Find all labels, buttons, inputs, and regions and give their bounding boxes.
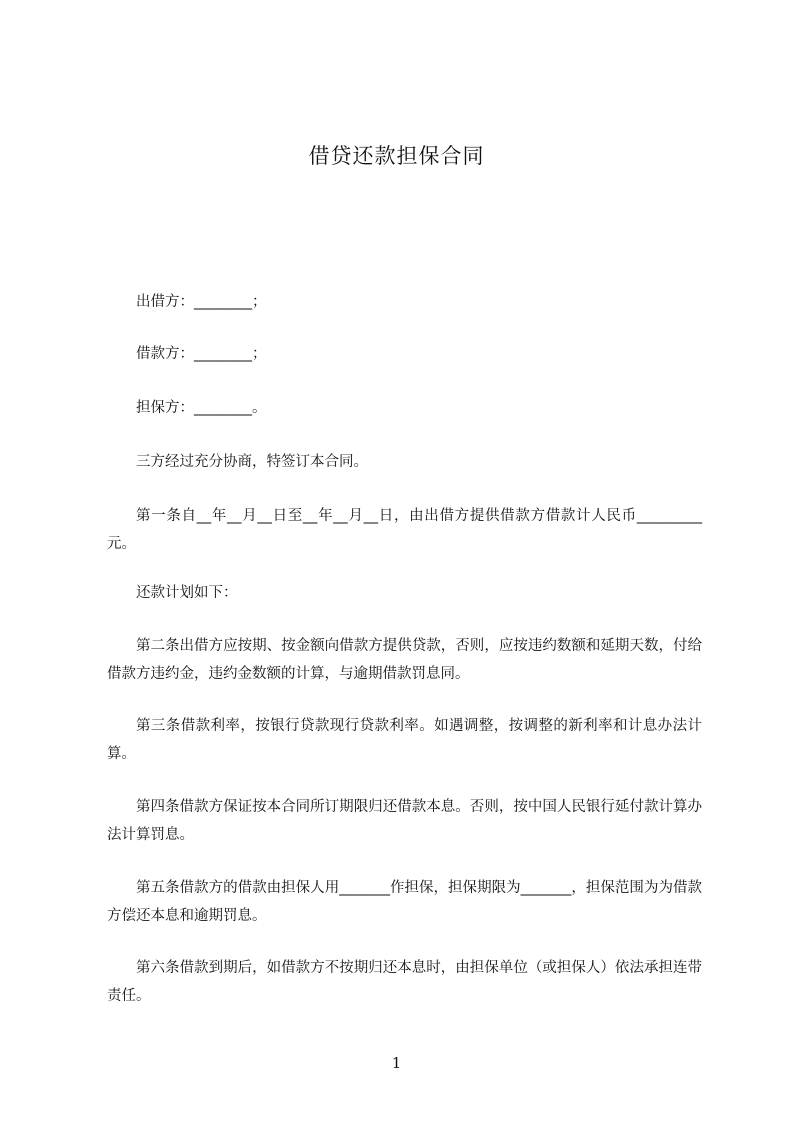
- guarantor-line: 担保方：________。: [136, 400, 267, 416]
- lender-line: 出借方：________；: [136, 294, 267, 310]
- preamble-paragraph: 三方经过充分协商，特签订本合同。: [136, 454, 368, 470]
- article-5-paragraph: 第五条借款方的借款由担保人用_______作担保，担保期限为_______，担保范围为为借款方偿还本息和逾期罚息。: [107, 880, 702, 924]
- article-2-paragraph: 第二条出借方应按期、按金额向借款方提供贷款，否则，应按违约数额和延期天数，付给借款方违约金，违约金数额的计算，与逾期借款罚息同。: [107, 638, 702, 682]
- article-4-paragraph: 第四条借款方保证按本合同所订期限归还借款本息。否则，按中国人民银行延付款计算办法计算罚息。: [107, 799, 702, 843]
- article-6-paragraph: 第六条借款到期后，如借款方不按期归还本息时，由担保单位（或担保人）依法承担连带责任。: [107, 960, 702, 1004]
- document-title: 借贷还款担保合同: [308, 144, 485, 168]
- article-3-paragraph: 第三条借款利率，按银行贷款现行贷款利率。如遇调整，按调整的新利率和计息办法计算。: [107, 718, 702, 762]
- page-number: 1: [391, 1054, 402, 1072]
- article-1-paragraph: 第一条自__年__月__日至__年__月__日，由出借方提供借款方借款计人民币_________元。: [107, 508, 702, 552]
- borrower-line: 借款方：________；: [136, 346, 267, 362]
- repayment-plan-paragraph: 还款计划如下：: [136, 585, 238, 601]
